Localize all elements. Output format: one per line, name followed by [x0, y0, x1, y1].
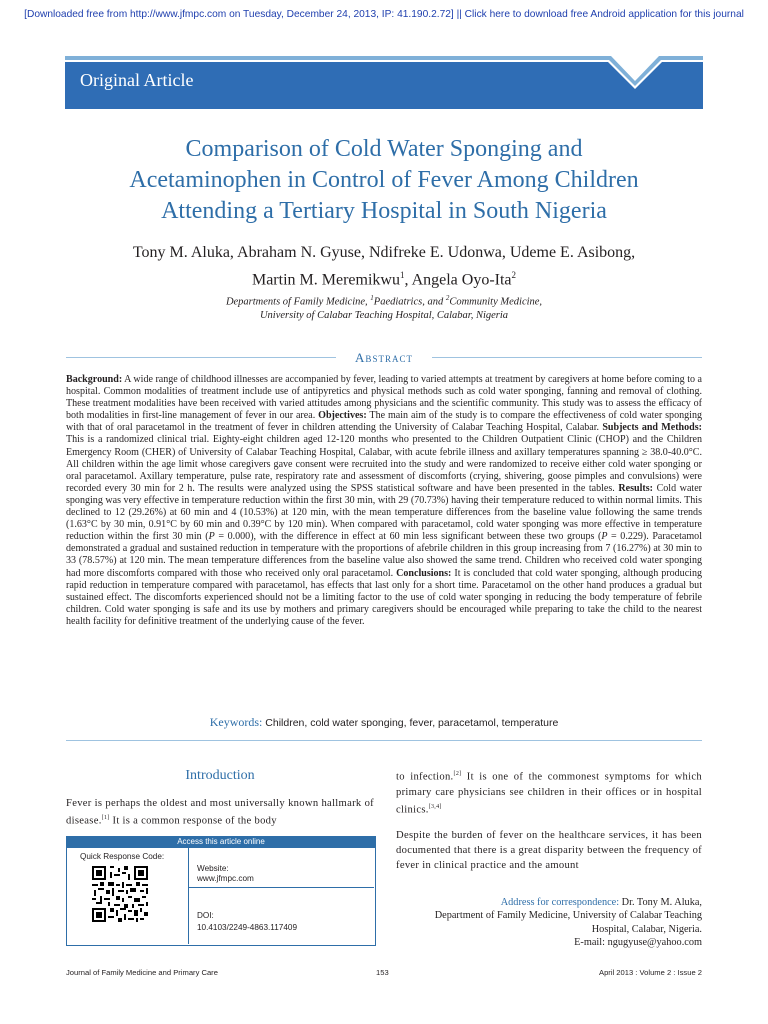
affil-text: Departments of Family Medicine,	[225, 296, 371, 308]
article-type-label: Original Article	[80, 70, 194, 90]
download-link[interactable]: [Downloaded free from http://www.jfmpc.com on Tuesday, December 24, 2013, IP: 41.190.2.72] || Click here to download free Android application for this journal	[24, 9, 744, 20]
keywords-label: Keywords:	[209, 715, 263, 729]
qr-label: Quick Response Code:	[80, 852, 165, 861]
section-label: Background:	[66, 374, 123, 385]
section-label: Results:	[618, 482, 653, 494]
affil-text: Community Medicine,	[449, 296, 543, 308]
website-link[interactable]: www.jfmpc.com	[197, 874, 254, 883]
section-label: Objectives:	[318, 410, 367, 422]
author-list	[60, 242, 708, 291]
footer-page-number: 153	[376, 968, 389, 977]
abstract-text: A wide range of childhood illnesses are accompanied by fever, leading to varied attempts at treatment by caregivers at home before coming to a hospital. Common modalities of treatment include use of antipyretics and physical methods such as cold water sponging, fanning and removal of clothing. These treatment modalities have been received with varied attitudes among physicians and the scientific community. This study was to assess the efficacy of both modalities in first-line management of fever in our area.	[66, 374, 702, 422]
access-box-header: Access this article online	[66, 836, 376, 848]
body-text: It is one of the commonest symptoms for which primary care physicians see children in their offices or in hospital clinics.	[396, 771, 702, 816]
divider	[188, 887, 374, 888]
keywords	[66, 715, 702, 730]
divider	[188, 848, 189, 944]
article-title	[70, 134, 698, 227]
title-line: Comparison of Cold Water Sponging and	[185, 136, 583, 162]
correspondence-email[interactable]: E-mail: ngugyuse@yahoo.com	[574, 937, 702, 949]
affil-marker: 2	[511, 270, 517, 280]
qr-code-icon[interactable]	[92, 866, 148, 922]
abstract-heading: Abstract	[355, 350, 413, 365]
citation[interactable]: [2]	[453, 771, 462, 777]
affil-marker: 2	[445, 294, 450, 302]
affil-text: University of Calabar Teaching Hospital, Calabar, Nigeria	[259, 309, 509, 321]
keywords-text: Children, cold water sponging, fever, paracetamol, temperature	[262, 717, 559, 729]
author-name: , Angela Oyo-Ita	[404, 271, 512, 289]
introduction-paragraph	[66, 796, 374, 829]
abstract-text: = 0.229). Paracetamol demonstrated a gradual and sustained reduction in temperature with the proportions of afebrile children in this group increasing from 7 (16.27%) at 30 min to 33 (78.57%) at 120 min. The mean temperature differences from the baseline value also showed the same trend. Children who received cold water sponging had more discomforts compared with those who received only oral paracetamol.	[66, 531, 702, 579]
correspondence-name: Dr. Tony M. Aluka,	[619, 897, 702, 908]
body-text: to infection.	[396, 771, 454, 783]
affil-marker: 1	[399, 270, 405, 280]
doi-value[interactable]: 10.4103/2249-4863.117409	[197, 923, 298, 932]
introduction-paragraph	[396, 767, 702, 818]
p-symbol: P	[208, 531, 215, 543]
authors-line-1: Tony M. Aluka, Abraham N. Gyuse, Ndifreke E. Udonwa, Udeme E. Asibong,	[132, 244, 636, 261]
body-text: Fever is perhaps the oldest and most universally known hallmark of disease.	[66, 798, 374, 827]
title-line: Acetaminophen in Control of Fever Among Children	[129, 167, 639, 193]
abstract-text: Cold water sponging was very effective in temperature reduction within the first 30 min, with 29 (70.73%) having their temperature reduced to within normal limits. This declined to 12 (29.26%) at 60 min and 4 (10.53%) at 120 min, with the mean temperature differences from the baseline value following the same trends (1.63°C by 30 min, 0.91°C by 60 min and 0.39°C by 120 min). When compared with paracetamol, cold water sponging was more effective in temperature reduction within the first 30 min (	[66, 482, 702, 543]
affil-marker: 1	[370, 294, 374, 302]
abstract-body	[66, 374, 702, 628]
abstract-text: The main aim of the study is to compare the effectiveness of cold water sponging with that of oral paracetamol in the treatment of fever in children attending the University of Calabar Teaching Hospital, Calabar.	[66, 410, 702, 434]
citation[interactable]: [1]	[101, 815, 110, 822]
abstract-text: This is a randomized clinical trial. Eighty-eight children aged 12-120 months who presented to the Children Outpatient Clinic (CHOP) and the Children Emergency Room (CHER) of University of Calabar Teaching Hospital, Calabar, with acute febrile illness and axillary temperatures spanning ≥ 38.0-40.0°C. All children within the age limit whose caregivers gave consent were recruited into the study and were randomized to receive either cold water sponging or oral paracetamol. Axillary temperature, pulse rate, respiratory rate and assessment of discomforts (crying, shivering, goose pimples and convulsions) were recorded every 30 min for 2 h. The results were analyzed using the SPSS statistical software and have been presented in the tables.	[66, 434, 702, 494]
doi-label: DOI:	[197, 911, 214, 920]
affil-text: Paediatrics, and	[373, 296, 446, 308]
introduction-paragraph: Despite the burden of fever on the healthcare services, it has been documented that there is a great disparity between the frequency of fever in clinical practice and the amount	[396, 830, 702, 872]
p-symbol: P	[601, 531, 608, 543]
abstract-text: = 0.000), with the difference in effect at 60 min less significant between these two groups (	[214, 531, 602, 543]
body-text: It is a common response of the body	[109, 815, 277, 827]
authors-line-2	[60, 264, 708, 291]
correspondence-address: Department of Family Medicine, University of Calabar Teaching	[434, 910, 702, 922]
correspondence-address: Hospital, Calabar, Nigeria.	[591, 923, 702, 935]
footer-journal: Journal of Family Medicine and Primary Care	[66, 968, 218, 977]
abstract-text: It is concluded that cold water sponging, although producing rapid reduction in temperature compared with paracetamol, has effects that last only for a short time. Paracetamol on the other hand produces a gradual but sustained effect. The discomforts experienced should not be a limiting factor to the use of cold water sponging in reducing the body temperature of febrile children. Cold water sponging is safe and its use by mothers and primary caregivers should be encouraged while preparing to take the child to the nearest health facility for definitive treatment of the underlying cause of the fever.	[66, 567, 702, 627]
section-label: Conclusions:	[396, 567, 452, 579]
correspondence-label: Address for correspondence:	[500, 897, 620, 908]
footer-issue: April 2013 : Volume 2 : Issue 2	[599, 968, 702, 977]
author-name: Martin M. Meremikwu	[251, 271, 400, 289]
title-line: Attending a Tertiary Hospital in South Nigeria	[161, 198, 607, 224]
website-label: Website:	[197, 864, 229, 873]
citation[interactable]: [3,4]	[428, 803, 442, 810]
affiliation	[60, 292, 708, 322]
introduction-heading: Introduction	[185, 768, 255, 783]
correspondence-block	[396, 896, 702, 950]
section-label: Subjects and Methods:	[602, 422, 702, 434]
divider	[66, 740, 702, 741]
